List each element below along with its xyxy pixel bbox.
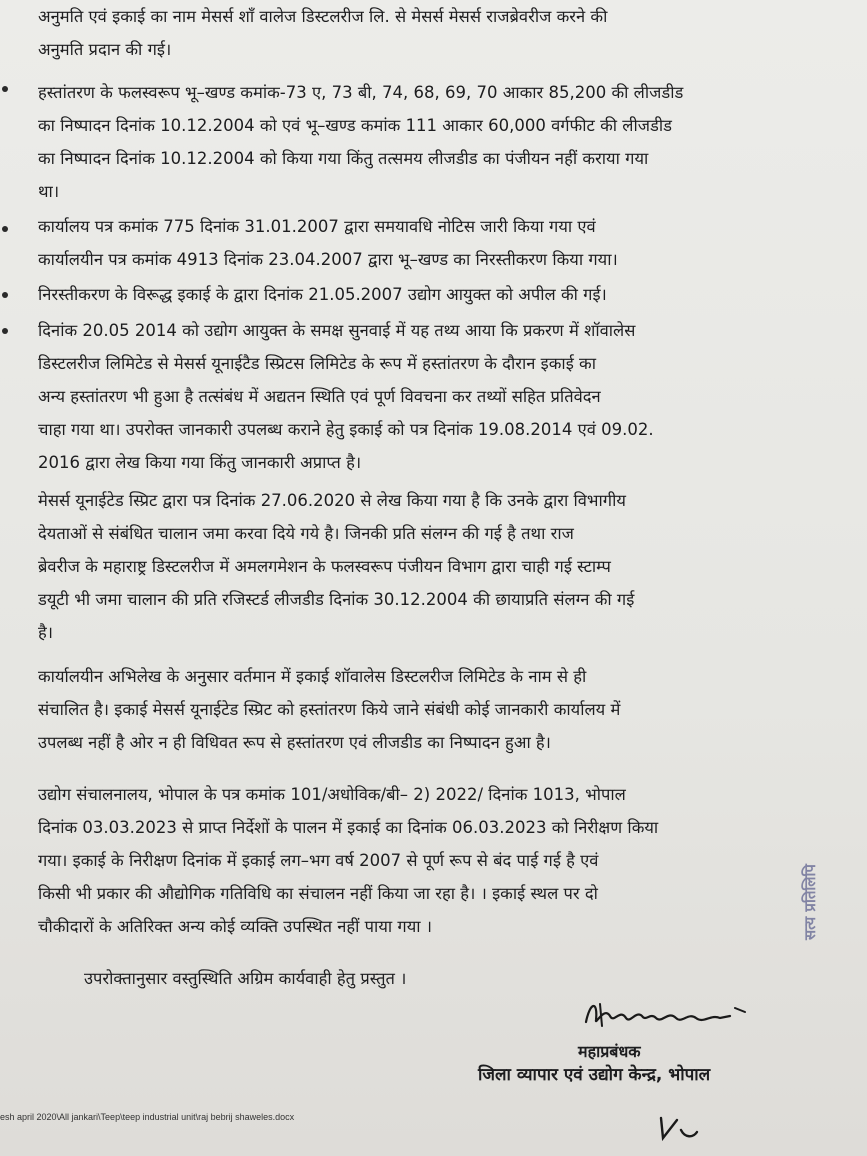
paragraph-notice-cancellation [38,210,758,276]
text-line: डयूटी भी जमा चालान की प्रति रजिस्टर्ड लीजडीड दिनांक 30.12.2004 की छायाप्रति संलग्न की गई [38,590,635,609]
paragraph-transfer-leasedeed [38,76,758,208]
paragraph-submission [64,962,764,995]
text-line: उपरोक्तानुसार वस्तुस्थिति अग्रिम कार्यवाही हेतु प्रस्तुत । [84,969,407,988]
text-line: संचालित है। इकाई मेसर्स यूनाईटेड स्प्रिट को हस्तांतरण किये जाने संबंधी कोई जानकारी कार्यालय में [38,700,621,719]
signatory-designation: महाप्रबंधक [578,1042,641,1061]
text-line: उद्योग संचालनालय, भोपाल के पत्र कमांक 101/अधोविक/बी– 2) 2022/ दिनांक 1013, भोपाल [38,785,626,804]
text-line: अन्य हस्तांतरण भी हुआ है तत्संबंध में अद्यतन स्थिति एवं पूर्ण विवचना कर तथ्यों सहित प्रतिवेदन [38,387,601,406]
text-line: चौकीदारों के अतिरिक्त अन्य कोई व्यक्ति उपस्थित नहीं पाया गया । [38,917,433,936]
text-line: कार्यालय पत्र कमांक 775 दिनांक 31.01.2007 द्वारा समयावधि नोटिस जारी किया गया एवं [38,217,596,236]
text-line: गया। इकाई के निरीक्षण दिनांक में इकाई लग–भग वर्ष 2007 से पूर्ण रूप से बंद पाई गई है एवं [38,851,599,870]
paragraph-permission [38,0,758,66]
text-line: का निष्पादन दिनांक 10.12.2004 को किया गया किंतु तत्समय लीजडीड का पंजीयन नहीं कराया गया [38,149,649,168]
bullet-mark [2,86,8,92]
true-copy-stamp: सत्य प्रतिलिपि [801,864,819,940]
text-line: मेसर्स यूनाईटेड स्प्रिट द्वारा पत्र दिनांक 27.06.2020 से लेख किया गया है कि उनके द्वारा विभागीय [38,491,626,510]
text-line: दिनांक 03.03.2023 से प्राप्त निर्देशों के पालन में इकाई का दिनांक 06.03.2023 को निरीक्षण किया [38,818,659,837]
text-line: दिनांक 20.05 2014 को उद्योग आयुक्त के समक्ष सुनवाई में यह तथ्य आया कि प्रकरण में शॉवालेस [38,321,636,340]
text-line: अनुमति एवं इकाई का नाम मेसर्स शॉं वालेज डिस्टलरीज लि. से मेसर्स मेसर्स राजब्रेवरीज करने की [38,7,608,26]
bullet-mark [2,328,8,334]
text-line: कार्यालयीन अभिलेख के अनुसार वर्तमान में इकाई शॉवालेस डिस्टलरीज लिमिटेड के नाम से ही [38,667,587,686]
paragraph-inspection [38,778,758,943]
text-line: देयताओं से संबंधित चालान जमा करवा दिये गये है। जिनकी प्रति संलग्न की गई है तथा राज [38,524,574,543]
paragraph-office-record [38,660,758,759]
text-line: हस्तांतरण के फलस्वरूप भू–खण्ड कमांक-73 ए, 73 बी, 74, 68, 69, 70 आकार 85,200 की लीजडीड [38,83,684,102]
bullet-mark [2,226,8,232]
text-line: चाहा गया था। उपरोक्त जानकारी उपलब्ध कराने हेतु इकाई को पत्र दिनांक 19.08.2014 एवं 09.02. [38,420,654,439]
signatory-organization: जिला व्यापार एवं उद्योग केन्द्र, भोपाल [478,1065,711,1085]
text-line: 2016 द्वारा लेख किया गया किंतु जानकारी अप्राप्त है। [38,453,362,472]
text-line: अनुमति प्रदान की गई। [38,40,172,59]
text-line: डिस्टलरीज लिमिटेड से मेसर्स यूनाईटैड स्प्रिटस लिमिटेड के रूप में हस्तांतरण के दौरान इकाई का [38,354,596,373]
text-line: कार्यालयीन पत्र कमांक 4913 दिनांक 23.04.2007 द्वारा भू–खण्ड का निरस्तीकरण किया गया। [38,250,618,269]
footer-file-path: esh april 2020\All jankari\Teep\teep industrial unit\raj bebrij shaweles.docx [0,1112,295,1122]
text-line: था। [38,182,60,201]
paragraph-united-spirit-letter [38,484,758,649]
paragraph-hearing [38,314,758,479]
text-line: ब्रेवरीज के महाराष्ट्र डिस्टलरीज में अमलगमेशन के फलस्वरूप पंजीयन विभाग द्वारा चाही गई स्टाम्प [38,557,611,576]
handwritten-initials [655,1108,705,1144]
text-line: किसी भी प्रकार की औद्योगिक गतिविधि का संचालन नहीं किया जा रहा है। । इकाई स्थल पर दो [38,884,598,903]
text-line: उपलब्ध नहीं है ओर न ही विधिवत रूप से हस्तांतरण एवं लीजडीड का निष्पादन हुआ है। [38,733,551,752]
text-line: है। [38,623,54,642]
signature-scrawl [580,996,770,1032]
bullet-mark [2,292,8,298]
text-line: का निष्पादन दिनांक 10.12.2004 को एवं भू–खण्ड कमांक 111 आकार 60,000 वर्गफीट की लीजडीड [38,116,672,135]
paragraph-appeal [38,278,758,311]
text-line: निरस्तीकरण के विरूद्ध इकाई के द्वारा दिनांक 21.05.2007 उद्योग आयुक्त को अपील की गई। [38,285,607,304]
